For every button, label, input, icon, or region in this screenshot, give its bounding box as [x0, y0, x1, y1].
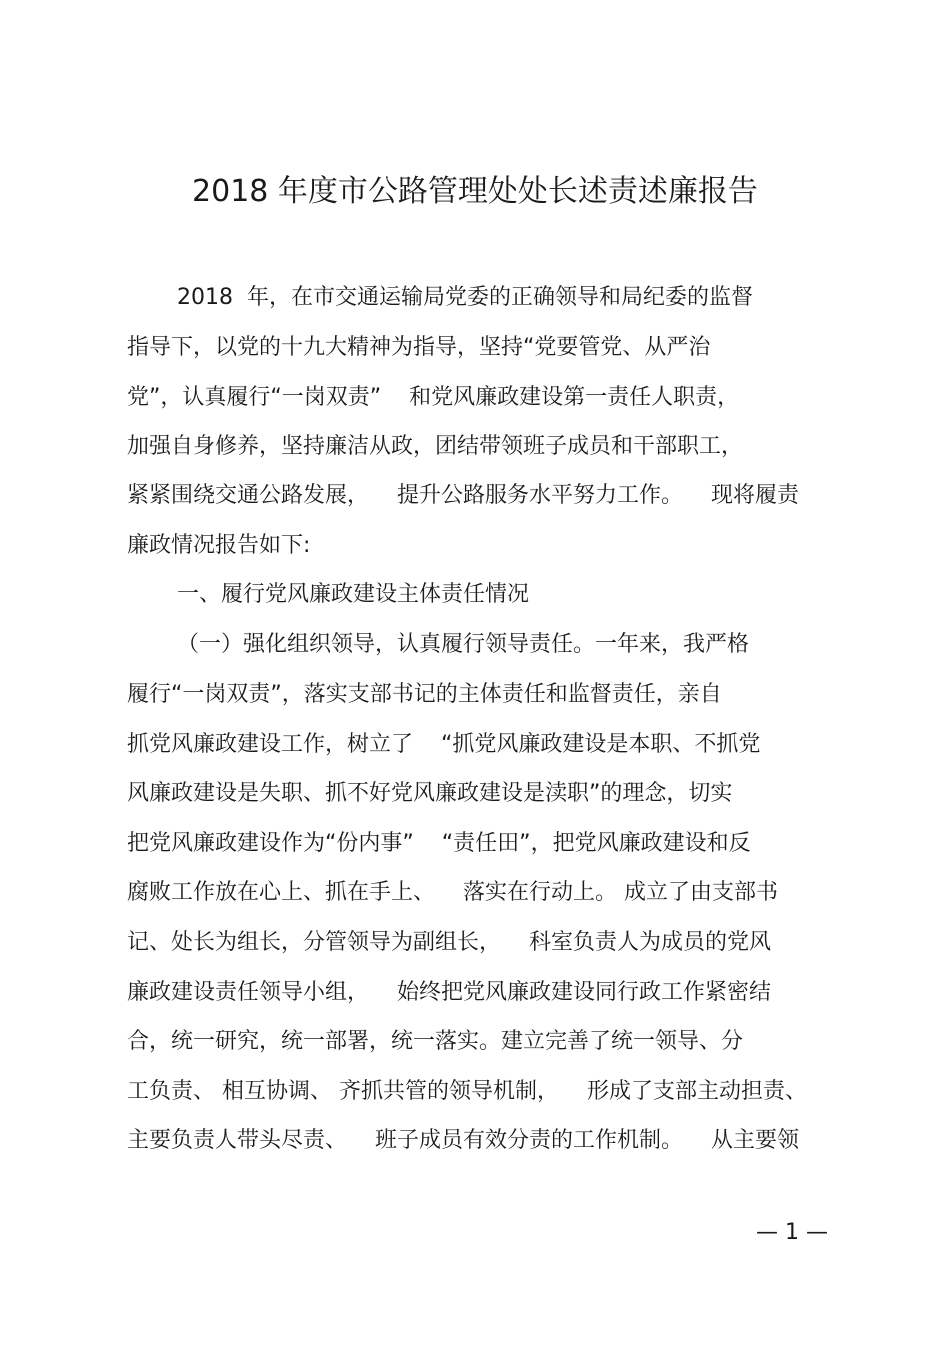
paragraph-line: 腐败工作放在心上、抓在手上、 落实在行动上。 成立了由支部书	[127, 880, 778, 905]
paragraph-line: 2018 年，在市交通运输局党委的正确领导和局纪委的监督	[177, 285, 753, 310]
paragraph-line: 紧紧围绕交通公路发展， 提升公路服务水平努力工作。 现将履责	[127, 483, 799, 508]
paragraph-line: 指导下，以党的十九大精神为指导，坚持“党要管党、从严治	[127, 335, 711, 360]
paragraph-line: 合，统一研究，统一部署，统一落实。建立完善了统一领导、分	[127, 1029, 744, 1054]
paragraph-line: 记、处长为组长，分管领导为副组长， 科室负责人为成员的党风	[127, 930, 771, 955]
paragraph-line: 党”，认真履行“一岗双责” 和党风廉政建设第一责任人职责，	[127, 385, 740, 410]
paragraph-line: 工负责、 相互协调、 齐抓共管的领导机制， 形成了支部主动担责、	[127, 1079, 807, 1104]
paragraph-line: 主要负责人带头尽责、 班子成员有效分责的工作机制。 从主要领	[127, 1128, 799, 1153]
paragraph-line: 加强自身修养，坚持廉洁从政，团结带领班子成员和干部职工，	[127, 434, 744, 459]
section-heading: 一、履行党风廉政建设主体责任情况	[177, 582, 530, 607]
paragraph-line: 廉政建设责任领导小组， 始终把党风廉政建设同行政工作紧密结	[127, 980, 771, 1005]
paragraph-line: 把党风廉政建设作为“份内事” “责任田”，把党风廉政建设和反	[127, 831, 751, 856]
paragraph-line: 抓党风廉政建设工作，树立了 “抓党风廉政建设是本职、不抓党	[127, 732, 761, 757]
paragraph-line: 履行“一岗双责”，落实支部书记的主体责任和监督责任，亲自	[127, 682, 722, 707]
document-title: 2018 年度市公路管理处处长述责述廉报告	[192, 174, 758, 209]
paragraph-line: （一）强化组织领导，认真履行领导责任。一年来，我严格	[177, 632, 750, 657]
paragraph-line: 风廉政建设是失职、抓不好党风廉政建设是渎职”的理念，切实	[127, 781, 733, 806]
paragraph-line: 廉政情况报告如下:	[127, 533, 311, 558]
page-number: — 1 —	[756, 1220, 828, 1245]
